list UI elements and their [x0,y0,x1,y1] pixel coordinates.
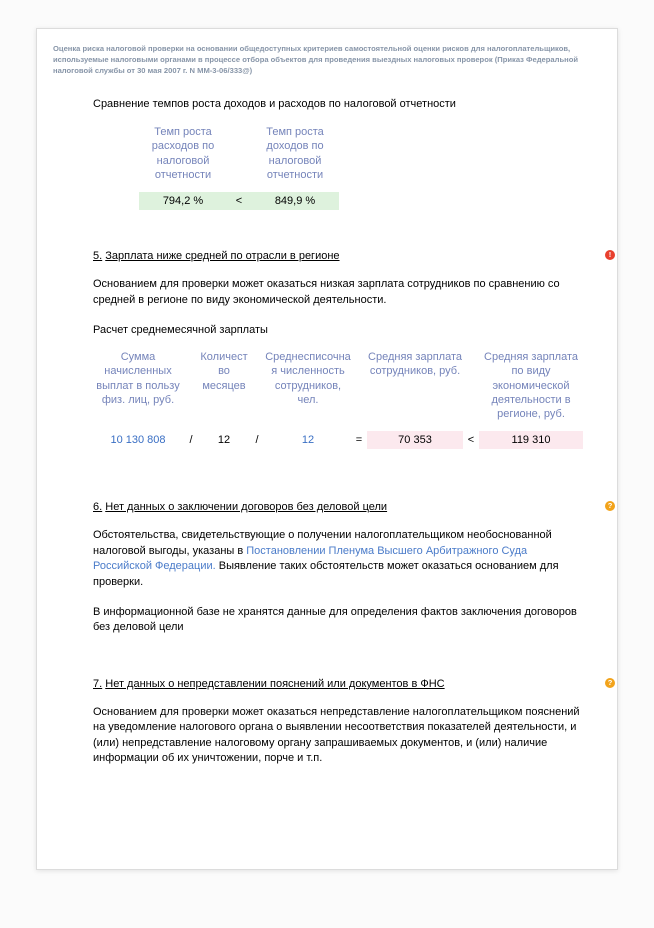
salary-value-sum[interactable]: 10 130 808 [110,434,166,447]
salary-header-spacer [249,350,265,421]
salary-operator-less-than: < [467,434,475,447]
salary-operator-divide-1: / [189,434,193,447]
salary-header-spacer [463,350,479,421]
section-6-paragraph-1-before: Обстоятельства, свидетельствующие о получении налогоплательщиком необоснованной налоговой выгоды, указаны в [93,529,552,557]
section-5 [93,250,612,449]
report-page [36,28,618,870]
salary-value-average: 70 353 [367,431,463,449]
section-6-paragraph-2: В информационной базе не хранятся данные для определения фактов заключения договоров без деловой цели [93,606,577,634]
section-5-title: Зарплата ниже средней по отрасли в регионе [105,250,340,263]
question-mark-icon: ? [605,501,615,511]
growth-value-income: 849,9 % [274,195,316,208]
alert-exclamation-icon: ! [605,250,615,260]
section-6-heading [93,501,613,514]
question-mark-icon: ? [605,678,615,688]
growth-comparison-table [139,125,339,210]
section-5-number: 5. [93,250,103,263]
growth-header-spacer [227,125,251,182]
growth-operator: < [235,195,243,208]
salary-header-sum: Сумма начисленных выплат в пользу физ. лиц, руб. [96,350,180,406]
salary-header-regional: Средняя зарплата по виду экономической деятельности в регионе, руб. [484,350,578,421]
section-6-paragraph-1 [93,528,583,590]
salary-header-spacer [183,350,199,421]
salary-header-staff: Среднесписочная численность сотрудников, чел. [265,350,351,406]
salary-calc-title: Расчет среднемесячной зарплаты [93,323,268,336]
section-6 [93,501,613,635]
section-5-paragraph: Основанием для проверки может оказаться низкая зарплата сотрудников по сравнению со средней в регионе по виду экономической деятельности. [93,278,560,306]
section-5-heading [93,250,612,263]
salary-table-values [93,431,583,449]
section-7-heading [93,677,613,690]
salary-header-spacer [351,350,367,421]
growth-col2-header: Темп роста доходов по налоговой отчетности [266,126,324,181]
growth-comparison-title: Сравнение темпов роста доходов и расходов по налоговой отчетности [93,98,456,110]
growth-value-expenses: 794,2 % [162,195,204,208]
report-header-note: Оценка риска налоговой проверки на основании общедоступных критериев самостоятельной оценки рисков для налогоплательщиков, используемые налоговыми органами в процессе отбора объектов для проведения выездных налоговых проверок (Приказ Федеральной налоговой службы от 30 мая 2007 г. N ММ-3-06/333@) [53,44,579,75]
growth-values-row [139,192,339,210]
resolution-link[interactable]: Постановлении Пленума Высшего Арбитражного Суда Российской Федерации. [93,544,528,573]
salary-header-avg: Средняя зарплата сотрудников, руб. [368,350,462,378]
report-content [93,98,613,766]
salary-operator-equals: = [355,434,363,447]
section-6-number: 6. [93,501,103,514]
salary-value-regional: 119 310 [479,431,583,449]
section-6-title: Нет данных о заключении договоров без деловой цели [105,501,388,514]
salary-value-months: 12 [217,434,231,447]
salary-table-headers [93,350,583,421]
salary-header-months: Количество месяцев [200,350,248,392]
salary-value-staff[interactable]: 12 [301,434,315,447]
section-6-paragraph-1-after: Выявление таких обстоятельств может оказаться основанием для проверки. [93,560,559,588]
growth-col1-header: Темп роста расходов по налоговой отчетности [151,126,215,181]
section-7-title: Нет данных о непредставлении пояснений или документов в ФНС [105,677,445,690]
salary-operator-divide-2: / [255,434,259,447]
section-7 [93,677,613,767]
section-7-paragraph: Основанием для проверки может оказаться непредставление налогоплательщиком пояснений на уведомление налогового органа о выявлении несоответствия показателей деятельности, и (или) непредставление налоговому органу запрашиваемых документов, и (или) наличие информации об их уничтожении, порче и т.п. [93,705,580,764]
section-7-number: 7. [93,677,103,690]
